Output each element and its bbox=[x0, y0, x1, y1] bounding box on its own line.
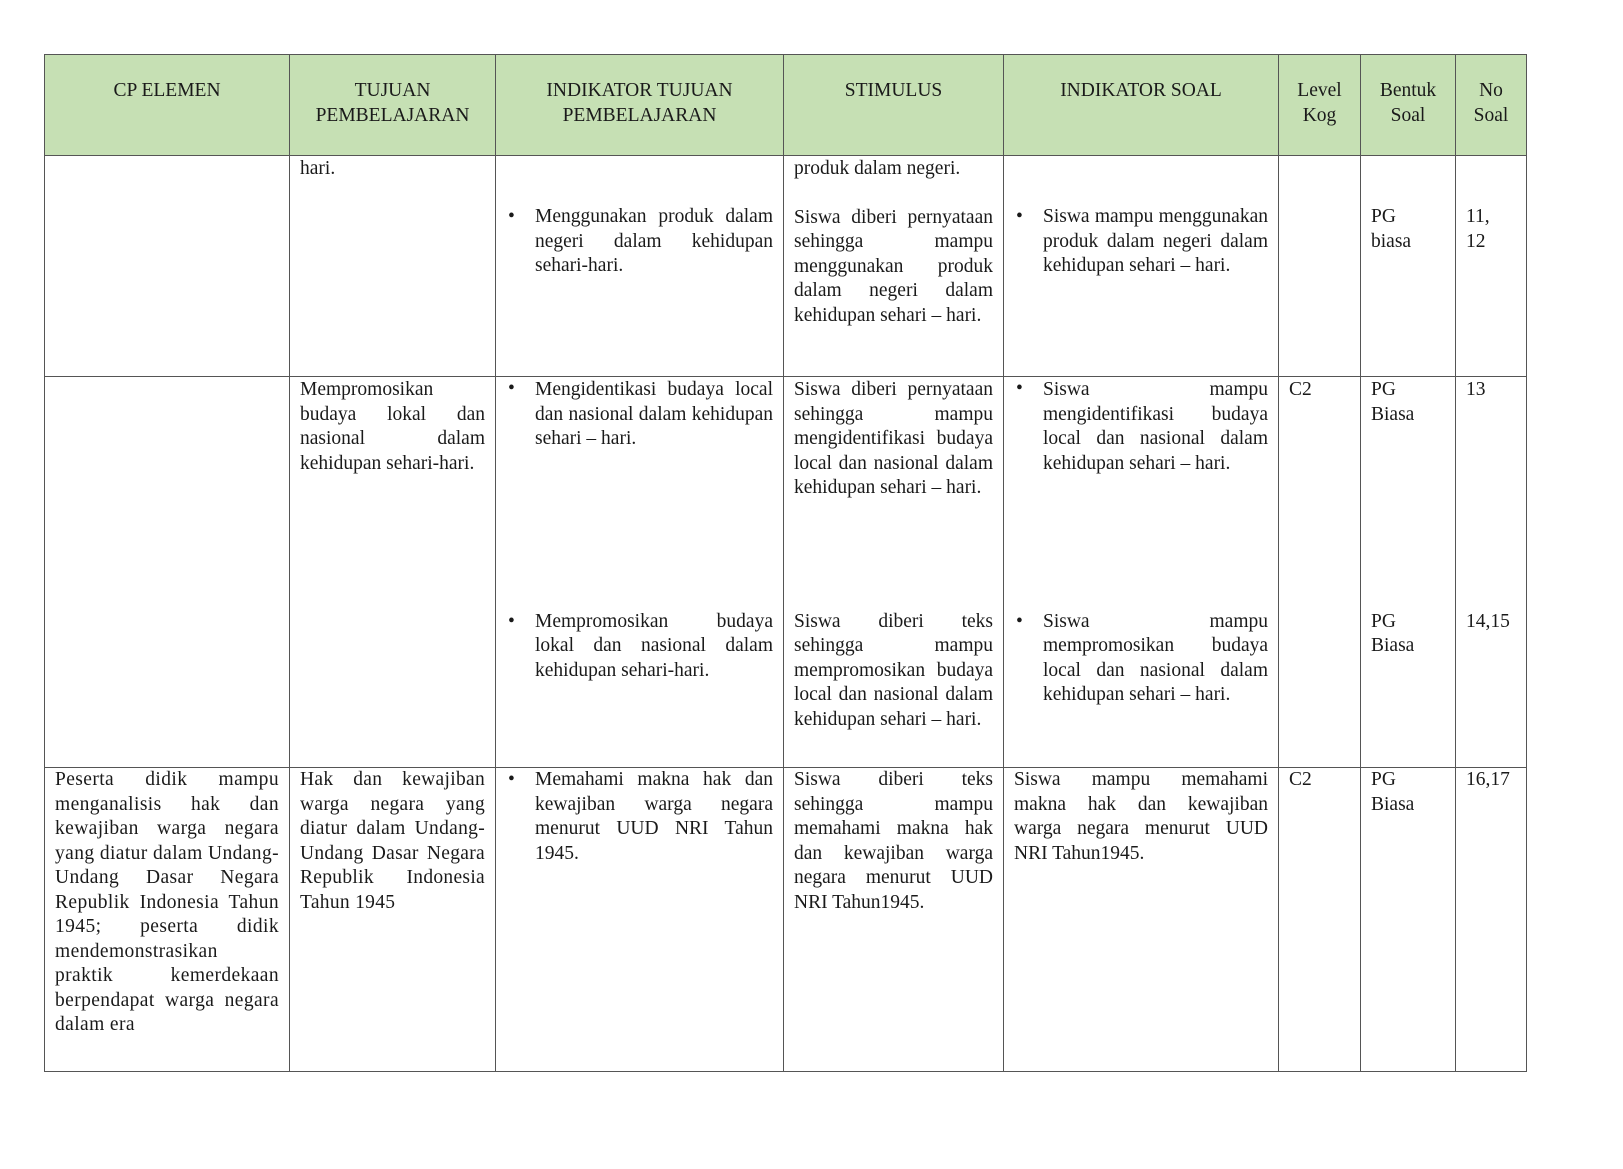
cell-bentuk-soal: PG Biasa bbox=[1361, 598, 1456, 768]
cell-cp-elemen bbox=[45, 377, 290, 598]
header-row bbox=[45, 55, 1527, 156]
cell-indikator-soal bbox=[1004, 598, 1279, 768]
header-indikator-soal: INDIKATOR SOAL bbox=[1004, 55, 1279, 156]
cell-stimulus: produk dalam negeri. Siswa diberi pernyataan sehingga mampu menggunakan produk dalam negeri dalam kehidupan sehari – hari. bbox=[784, 156, 1004, 377]
cell-stimulus: Siswa diberi teks sehingga mampu memahami makna hak dan kewajiban warga negara menurut UUD NRI Tahun1945. bbox=[784, 768, 1004, 1072]
cell-cp-elemen: Peserta didik mampu menganalisis hak dan kewajiban warga negara yang diatur dalam Undang-Undang Dasar Negara Republik Indonesia Tahun 1945; peserta didik mendemonstrasikan praktik kemerdekaan berpendapat warga negara dalam era bbox=[45, 768, 290, 1072]
cell-indikator-tujuan bbox=[496, 768, 784, 1072]
list-item: • Menggunakan produk dalam negeri dalam kehidupan sehari-hari. bbox=[508, 206, 773, 276]
cell-level-kog bbox=[1279, 598, 1361, 768]
cell-indikator-soal bbox=[1004, 156, 1279, 377]
bullet-icon: • bbox=[508, 769, 515, 790]
table-row bbox=[45, 768, 1527, 1072]
cell-cp-elemen bbox=[45, 598, 290, 768]
list-item: • Siswa mampu menggunakan produk dalam negeri dalam kehidupan sehari – hari. bbox=[1016, 206, 1268, 276]
list-item: • Mempromosikan budaya lokal dan nasional dalam kehidupan sehari-hari. bbox=[508, 610, 773, 681]
cell-level-kog: C2 bbox=[1279, 768, 1361, 1072]
table-row bbox=[45, 156, 1527, 377]
cell-level-kog: C2 bbox=[1279, 377, 1361, 598]
cell-stimulus: Siswa diberi pernyataan sehingga mampu mengidentifikasi budaya local dan nasional dalam kehidupan sehari – hari. bbox=[784, 377, 1004, 598]
list-item: • Siswa mampu mengidentifikasi budaya local dan nasional dalam kehidupan sehari – hari. bbox=[1016, 378, 1268, 474]
header-bentuk-soal: Bentuk Soal bbox=[1361, 55, 1456, 156]
bullet-icon: • bbox=[1016, 206, 1023, 227]
header-tujuan-pembelajaran: TUJUAN PEMBELAJARAN bbox=[290, 55, 496, 156]
bullet-icon: • bbox=[1016, 610, 1023, 632]
cell-no-soal: 14,15 bbox=[1456, 598, 1527, 768]
cell-tujuan: hari. bbox=[290, 156, 496, 377]
bullet-icon: • bbox=[508, 206, 515, 227]
table-row bbox=[45, 377, 1527, 598]
cell-bentuk-soal: PG Biasa bbox=[1361, 377, 1456, 598]
cell-indikator-tujuan bbox=[496, 377, 784, 598]
header-no-soal: No Soal bbox=[1456, 55, 1527, 156]
list-item: • Mengidentikasi budaya local dan nasional dalam kehidupan sehari – hari. bbox=[508, 378, 773, 449]
cell-bentuk-soal: PG biasa bbox=[1361, 156, 1456, 377]
bullet-icon: • bbox=[1016, 378, 1023, 399]
kisi-kisi-table bbox=[44, 54, 1527, 1072]
cell-indikator-tujuan bbox=[496, 156, 784, 377]
cell-level-kog bbox=[1279, 156, 1361, 377]
header-level-kog: Level Kog bbox=[1279, 55, 1361, 156]
cell-no-soal: 13 bbox=[1456, 377, 1527, 598]
bullet-icon: • bbox=[508, 610, 515, 632]
cell-stimulus: Siswa diberi teks sehingga mampu mempromosikan budaya local dan nasional dalam kehidupan sehari – hari. bbox=[784, 598, 1004, 768]
header-cp-elemen: CP ELEMEN bbox=[45, 55, 290, 156]
header-stimulus: STIMULUS bbox=[784, 55, 1004, 156]
list-item: • Siswa mampu mempromosikan budaya local dan nasional dalam kehidupan sehari – hari. bbox=[1016, 610, 1268, 705]
cell-indikator-soal: Siswa mampu memahami makna hak dan kewajiban warga negara menurut UUD NRI Tahun1945. bbox=[1004, 768, 1279, 1072]
table-row bbox=[45, 598, 1527, 768]
cell-indikator-soal bbox=[1004, 377, 1279, 598]
list-item: • Memahami makna hak dan kewajiban warga negara menurut UUD NRI Tahun 1945. bbox=[508, 769, 773, 864]
bullet-icon: • bbox=[508, 378, 515, 399]
cell-bentuk-soal: PG Biasa bbox=[1361, 768, 1456, 1072]
cell-tujuan: Hak dan kewajiban warga negara yang diatur dalam Undang-Undang Dasar Negara Republik Indonesia Tahun 1945 bbox=[290, 768, 496, 1072]
cell-cp-elemen bbox=[45, 156, 290, 377]
cell-tujuan: Mempromosikan budaya lokal dan nasional dalam kehidupan sehari-hari. bbox=[290, 377, 496, 768]
header-indikator-tujuan: INDIKATOR TUJUAN PEMBELAJARAN bbox=[496, 55, 784, 156]
cell-no-soal: 11, 12 bbox=[1456, 156, 1527, 377]
cell-no-soal: 16,17 bbox=[1456, 768, 1527, 1072]
cell-indikator-tujuan bbox=[496, 598, 784, 768]
